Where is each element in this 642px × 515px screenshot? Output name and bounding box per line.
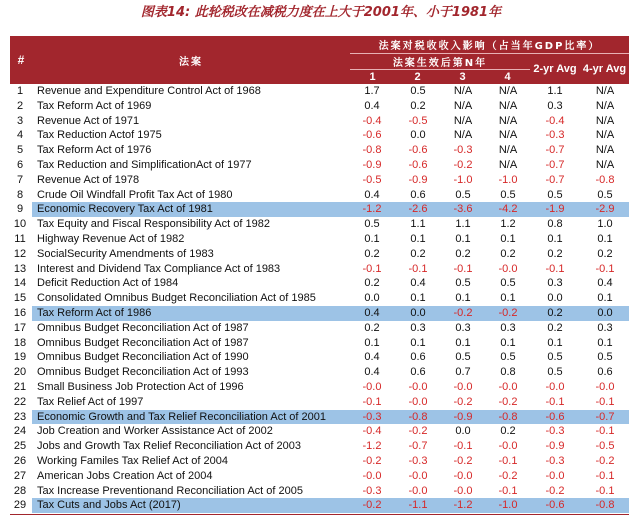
row-value: -0.2 [453, 159, 473, 171]
row-value: 0.5 [410, 85, 426, 97]
table-row [10, 114, 629, 129]
row-law-name: Tax Cuts and Jobs Act (2017) [37, 499, 181, 512]
row-value: -0.2 [595, 455, 615, 467]
row-value: 0.5 [547, 366, 563, 379]
row-value: -0.6 [408, 144, 428, 157]
row-value: N/A [498, 85, 518, 97]
row-number: 1 [16, 85, 24, 97]
row-value: N/A [595, 99, 615, 112]
row-value: -0.9 [362, 159, 382, 171]
row-value: -0.0 [453, 469, 473, 482]
row-value: 0.2 [410, 99, 426, 112]
row-value: -0.7 [545, 159, 565, 171]
row-value: -0.9 [408, 173, 428, 186]
row-law-name: Tax Reduction Actof 1975 [37, 129, 162, 142]
row-value: 0.3 [547, 277, 563, 290]
row-value: 0.1 [364, 233, 380, 245]
table-row [10, 350, 629, 365]
row-value: -0.1 [595, 262, 615, 275]
row-value: 0.2 [547, 247, 563, 260]
row-number: 10 [13, 218, 27, 231]
row-value: 0.4 [410, 277, 426, 290]
row-number: 17 [13, 321, 27, 334]
row-law-name: Working Familes Tax Relief Act of 2004 [37, 455, 228, 467]
row-value: -1.1 [408, 499, 428, 512]
row-value: -1.0 [453, 173, 473, 186]
row-value: 0.2 [410, 247, 426, 260]
row-value: -0.0 [408, 469, 428, 482]
row-value: -1.2 [453, 499, 473, 512]
row-value: 0.8 [547, 218, 563, 231]
row-value: -0.0 [545, 469, 565, 482]
row-value: 0.6 [410, 366, 426, 379]
row-value: N/A [595, 144, 615, 157]
table-row [10, 395, 629, 410]
table-row [10, 484, 629, 499]
row-value: 0.0 [547, 292, 563, 305]
row-value: N/A [453, 129, 473, 142]
row-value: -1.2 [362, 203, 382, 216]
row-value: -0.9 [545, 440, 565, 453]
table-row [10, 143, 629, 158]
table-row [10, 291, 629, 306]
row-value: -0.5 [408, 114, 428, 127]
header-divider [350, 53, 629, 54]
row-value: -0.1 [408, 262, 428, 275]
row-value: -1.0 [498, 499, 518, 512]
table-row [10, 321, 629, 336]
row-value: -0.0 [498, 262, 518, 275]
table-row [10, 262, 629, 277]
row-law-name: Tax Relief Act of 1997 [37, 395, 144, 408]
row-number: 4 [16, 129, 24, 142]
row-value: -0.2 [408, 425, 428, 438]
row-value: 0.1 [410, 233, 426, 245]
row-value: N/A [595, 114, 615, 127]
row-number: 23 [13, 410, 27, 423]
row-law-name: Economic Growth and Tax Relief Reconciliation Act of 2001 [37, 410, 327, 423]
row-value: 0.2 [364, 247, 380, 260]
row-number: 2 [16, 99, 24, 112]
row-value: -0.0 [545, 381, 565, 393]
row-law-name: Jobs and Growth Tax Relief Reconciliation Act of 2003 [37, 440, 301, 453]
row-value: 1.2 [500, 218, 516, 231]
table-row [10, 276, 629, 291]
row-value: -0.6 [362, 129, 382, 142]
row-value: -0.8 [595, 499, 615, 512]
row-value: -0.2 [545, 484, 565, 497]
row-value: N/A [453, 114, 473, 127]
row-value: -2.6 [408, 203, 428, 216]
row-value: N/A [498, 114, 518, 127]
row-law-name: Omnibus Budget Reconciliation Act of 1993 [37, 366, 249, 379]
row-value: N/A [595, 129, 615, 142]
header-years-after: 法案生效后第N年 [392, 57, 488, 69]
row-value: 0.6 [410, 351, 426, 364]
table-row [10, 306, 629, 321]
row-value: 0.5 [547, 188, 563, 201]
row-law-name: Revenue Act of 1978 [37, 173, 140, 186]
table-row [10, 439, 629, 454]
row-value: -0.3 [453, 144, 473, 157]
row-value: 0.6 [597, 366, 613, 379]
row-law-name: SocialSecurity Amendments of 1983 [37, 247, 214, 260]
row-law-name: Small Business Job Protection Act of 1996 [37, 381, 244, 393]
row-value: -0.0 [362, 469, 382, 482]
row-value: -0.1 [545, 262, 565, 275]
row-number: 26 [13, 455, 27, 467]
row-value: -0.6 [545, 499, 565, 512]
row-value: 0.1 [597, 233, 613, 245]
row-law-name: Tax Reform Act of 1986 [37, 307, 152, 319]
header-year-3: 3 [459, 70, 466, 83]
row-value: 0.2 [547, 321, 563, 334]
row-value: -0.0 [498, 440, 518, 453]
row-value: -0.7 [408, 440, 428, 453]
row-law-name: Highway Revenue Act of 1982 [37, 233, 185, 245]
row-value: 0.1 [547, 336, 563, 349]
row-value: -0.3 [408, 455, 428, 467]
row-value: -0.2 [453, 307, 473, 319]
row-value: 0.1 [364, 336, 380, 349]
row-value: 0.0 [597, 307, 613, 319]
row-value: -0.0 [408, 484, 428, 497]
row-value: N/A [453, 99, 473, 112]
row-number: 14 [13, 277, 27, 290]
row-value: 0.5 [500, 188, 516, 201]
header-year-1: 1 [369, 70, 376, 83]
row-value: -0.1 [595, 395, 615, 408]
row-value: 0.1 [597, 336, 613, 349]
row-law-name: American Jobs Creation Act of 2004 [37, 469, 213, 482]
row-value: N/A [498, 129, 518, 142]
table-row [10, 84, 629, 99]
row-number: 29 [13, 499, 27, 512]
row-value: -2.9 [595, 203, 615, 216]
row-value: -0.1 [362, 262, 382, 275]
row-law-name: Tax Reform Act of 1969 [37, 99, 152, 112]
row-value: -0.8 [408, 410, 428, 423]
row-value: 0.3 [455, 321, 471, 334]
table-row [10, 498, 629, 513]
row-law-name: Crude Oil Windfall Profit Tax Act of 1980 [37, 188, 233, 201]
row-value: 0.5 [455, 277, 471, 290]
row-number: 6 [16, 159, 24, 171]
row-law-name: Omnibus Budget Reconciliation Act of 1987 [37, 336, 249, 349]
row-value: 0.6 [410, 188, 426, 201]
row-value: 0.1 [410, 336, 426, 349]
figure-title: 图表14: 此轮税改在减税力度在上大于2001年、小于1981年 [140, 5, 502, 20]
row-value: -0.0 [408, 381, 428, 393]
row-value: -0.1 [595, 469, 615, 482]
table-row [10, 99, 629, 114]
row-law-name: Tax Reform Act of 1976 [37, 144, 152, 157]
row-number: 25 [13, 440, 27, 453]
row-law-name: Omnibus Budget Reconciliation Act of 1990 [37, 351, 249, 364]
row-value: 0.3 [547, 99, 563, 112]
row-law-name: Omnibus Budget Reconciliation Act of 1987 [37, 321, 249, 334]
row-value: 0.5 [364, 218, 380, 231]
header-4yr-avg: 4-yr Avg [582, 62, 627, 75]
header-year-4: 4 [504, 70, 511, 83]
row-value: -0.8 [498, 410, 518, 423]
row-value: 0.3 [410, 321, 426, 334]
row-value: 0.5 [500, 277, 516, 290]
row-value: 0.0 [364, 292, 380, 305]
row-number: 28 [13, 484, 27, 497]
row-number: 12 [13, 247, 27, 260]
row-value: 0.0 [410, 129, 426, 142]
row-value: 0.5 [455, 351, 471, 364]
row-value: -0.2 [362, 455, 382, 467]
table-row [10, 336, 629, 351]
row-number: 21 [13, 381, 27, 393]
row-value: N/A [453, 85, 473, 97]
row-value: -1.9 [545, 203, 565, 216]
row-value: 0.7 [455, 366, 471, 379]
row-number: 13 [13, 262, 27, 275]
row-value: 1.1 [455, 218, 471, 231]
row-value: -0.5 [362, 173, 382, 186]
row-value: -0.0 [453, 381, 473, 393]
row-value: -0.3 [545, 129, 565, 142]
table-row [10, 410, 629, 425]
table-row [10, 188, 629, 203]
row-law-name: Economic Recovery Tax Act of 1981 [37, 203, 213, 216]
row-value: -0.6 [408, 159, 428, 171]
row-number: 22 [13, 395, 27, 408]
header-divider [350, 69, 530, 70]
row-number: 19 [13, 351, 27, 364]
row-value: -3.6 [453, 203, 473, 216]
row-value: -0.0 [595, 381, 615, 393]
row-value: -0.5 [595, 440, 615, 453]
header-law: 法案 [179, 56, 203, 68]
table-row [10, 232, 629, 247]
row-value: -0.3 [545, 425, 565, 438]
row-value: -0.0 [498, 381, 518, 393]
row-value: 0.1 [500, 336, 516, 349]
table-row [10, 365, 629, 380]
row-number: 20 [13, 366, 27, 379]
row-value: -0.1 [453, 440, 473, 453]
row-value: N/A [498, 159, 518, 171]
header-impact: 法案对税收收入影响（占当年GDP比率） [378, 41, 601, 52]
row-number: 5 [16, 144, 24, 157]
row-value: 0.5 [500, 351, 516, 364]
row-law-name: Consolidated Omnibus Budget Reconciliation Act of 1985 [37, 292, 316, 305]
table-row [10, 173, 629, 188]
row-value: -0.4 [362, 425, 382, 438]
row-law-name: Revenue Act of 1971 [37, 114, 140, 127]
row-value: -0.2 [498, 469, 518, 482]
row-value: -0.0 [453, 484, 473, 497]
row-law-name: Revenue and Expenditure Control Act of 1968 [37, 85, 261, 97]
table-row [10, 424, 629, 439]
row-value: 0.1 [455, 336, 471, 349]
row-value: -0.1 [362, 395, 382, 408]
row-value: N/A [498, 144, 518, 157]
row-number: 8 [16, 188, 24, 201]
table-row [10, 247, 629, 262]
row-value: -0.2 [362, 499, 382, 512]
row-value: 0.1 [597, 292, 613, 305]
header-year-2: 2 [414, 70, 421, 83]
row-value: -0.4 [545, 114, 565, 127]
row-value: 0.3 [597, 321, 613, 334]
row-value: -0.1 [453, 262, 473, 275]
row-value: 0.1 [455, 233, 471, 245]
row-law-name: Job Creation and Worker Assistance Act of 2002 [37, 425, 273, 438]
row-value: 0.5 [547, 351, 563, 364]
row-value: -0.3 [362, 484, 382, 497]
row-value: 0.4 [597, 277, 613, 290]
row-value: -0.1 [545, 395, 565, 408]
row-value: 0.2 [500, 425, 516, 438]
row-value: 0.5 [597, 351, 613, 364]
row-value: 0.4 [364, 351, 380, 364]
row-value: -0.8 [595, 173, 615, 186]
row-value: 0.0 [455, 425, 471, 438]
row-number: 7 [16, 173, 24, 186]
row-value: 0.5 [455, 188, 471, 201]
row-number: 27 [13, 469, 27, 482]
row-value: 0.4 [364, 307, 380, 319]
row-value: 0.1 [547, 233, 563, 245]
row-value: 0.3 [500, 321, 516, 334]
row-value: -0.9 [453, 410, 473, 423]
row-value: 0.5 [597, 188, 613, 201]
row-value: 0.2 [597, 247, 613, 260]
row-law-name: Deficit Reduction Act of 1984 [37, 277, 179, 290]
row-value: -0.7 [545, 144, 565, 157]
row-value: 0.1 [455, 292, 471, 305]
row-value: -0.2 [453, 395, 473, 408]
table-row [10, 128, 629, 143]
row-value: 0.1 [500, 233, 516, 245]
row-value: -0.1 [595, 484, 615, 497]
row-value: -0.7 [595, 410, 615, 423]
row-number: 9 [16, 203, 24, 216]
row-law-name: Tax Equity and Fiscal Responsibility Act of 1982 [37, 218, 270, 231]
row-value: N/A [595, 159, 615, 171]
row-value: -0.7 [545, 173, 565, 186]
row-value: -0.1 [498, 455, 518, 467]
row-value: 0.4 [364, 99, 380, 112]
table-row [10, 158, 629, 173]
row-value: 0.8 [500, 366, 516, 379]
table-row [10, 202, 629, 217]
row-value: N/A [595, 85, 615, 97]
row-value: -0.3 [362, 410, 382, 423]
row-value: 0.2 [547, 307, 563, 319]
row-value: 0.4 [364, 366, 380, 379]
row-value: 1.1 [547, 85, 563, 97]
row-law-name: Tax Reduction and SimplificationAct of 1977 [37, 159, 252, 171]
header-num: # [17, 53, 25, 67]
row-value: -0.0 [408, 395, 428, 408]
row-number: 11 [14, 233, 26, 245]
row-value: 0.4 [364, 188, 380, 201]
row-value: -0.0 [362, 381, 382, 393]
row-value: -0.2 [498, 307, 518, 319]
row-value: 1.7 [364, 85, 380, 97]
row-value: -1.0 [498, 173, 518, 186]
row-value: 1.0 [597, 218, 613, 231]
table-header [10, 36, 629, 84]
row-value: 0.0 [410, 307, 426, 319]
row-value: -0.4 [362, 114, 382, 127]
table-row [10, 469, 629, 484]
row-value: -0.6 [545, 410, 565, 423]
row-law-name: Tax Increase Preventionand Reconciliation Act of 2005 [37, 484, 303, 497]
row-value: -0.3 [545, 455, 565, 467]
row-value: -0.2 [453, 455, 473, 467]
row-value: 0.2 [364, 321, 380, 334]
table-row [10, 217, 629, 232]
table-row [10, 454, 629, 469]
row-value: 0.1 [410, 292, 426, 305]
row-value: 0.2 [500, 247, 516, 260]
row-number: 18 [13, 336, 27, 349]
row-value: -0.8 [362, 144, 382, 157]
row-value: 0.2 [364, 277, 380, 290]
row-value: 0.1 [500, 292, 516, 305]
row-value: -0.1 [595, 425, 615, 438]
row-value: N/A [498, 99, 518, 112]
row-value: 1.1 [410, 218, 426, 231]
row-law-name: Interest and Dividend Tax Compliance Act of 1983 [37, 262, 281, 275]
row-number: 15 [13, 292, 27, 305]
row-value: -0.1 [498, 484, 518, 497]
row-value: 0.2 [455, 247, 471, 260]
row-value: -4.2 [498, 203, 518, 216]
table-row [10, 380, 629, 395]
header-2yr-avg: 2-yr Avg [533, 62, 577, 75]
row-value: -0.2 [498, 395, 518, 408]
row-number: 16 [13, 307, 27, 319]
row-number: 24 [13, 425, 27, 438]
row-number: 3 [16, 114, 24, 127]
row-value: -1.2 [362, 440, 382, 453]
